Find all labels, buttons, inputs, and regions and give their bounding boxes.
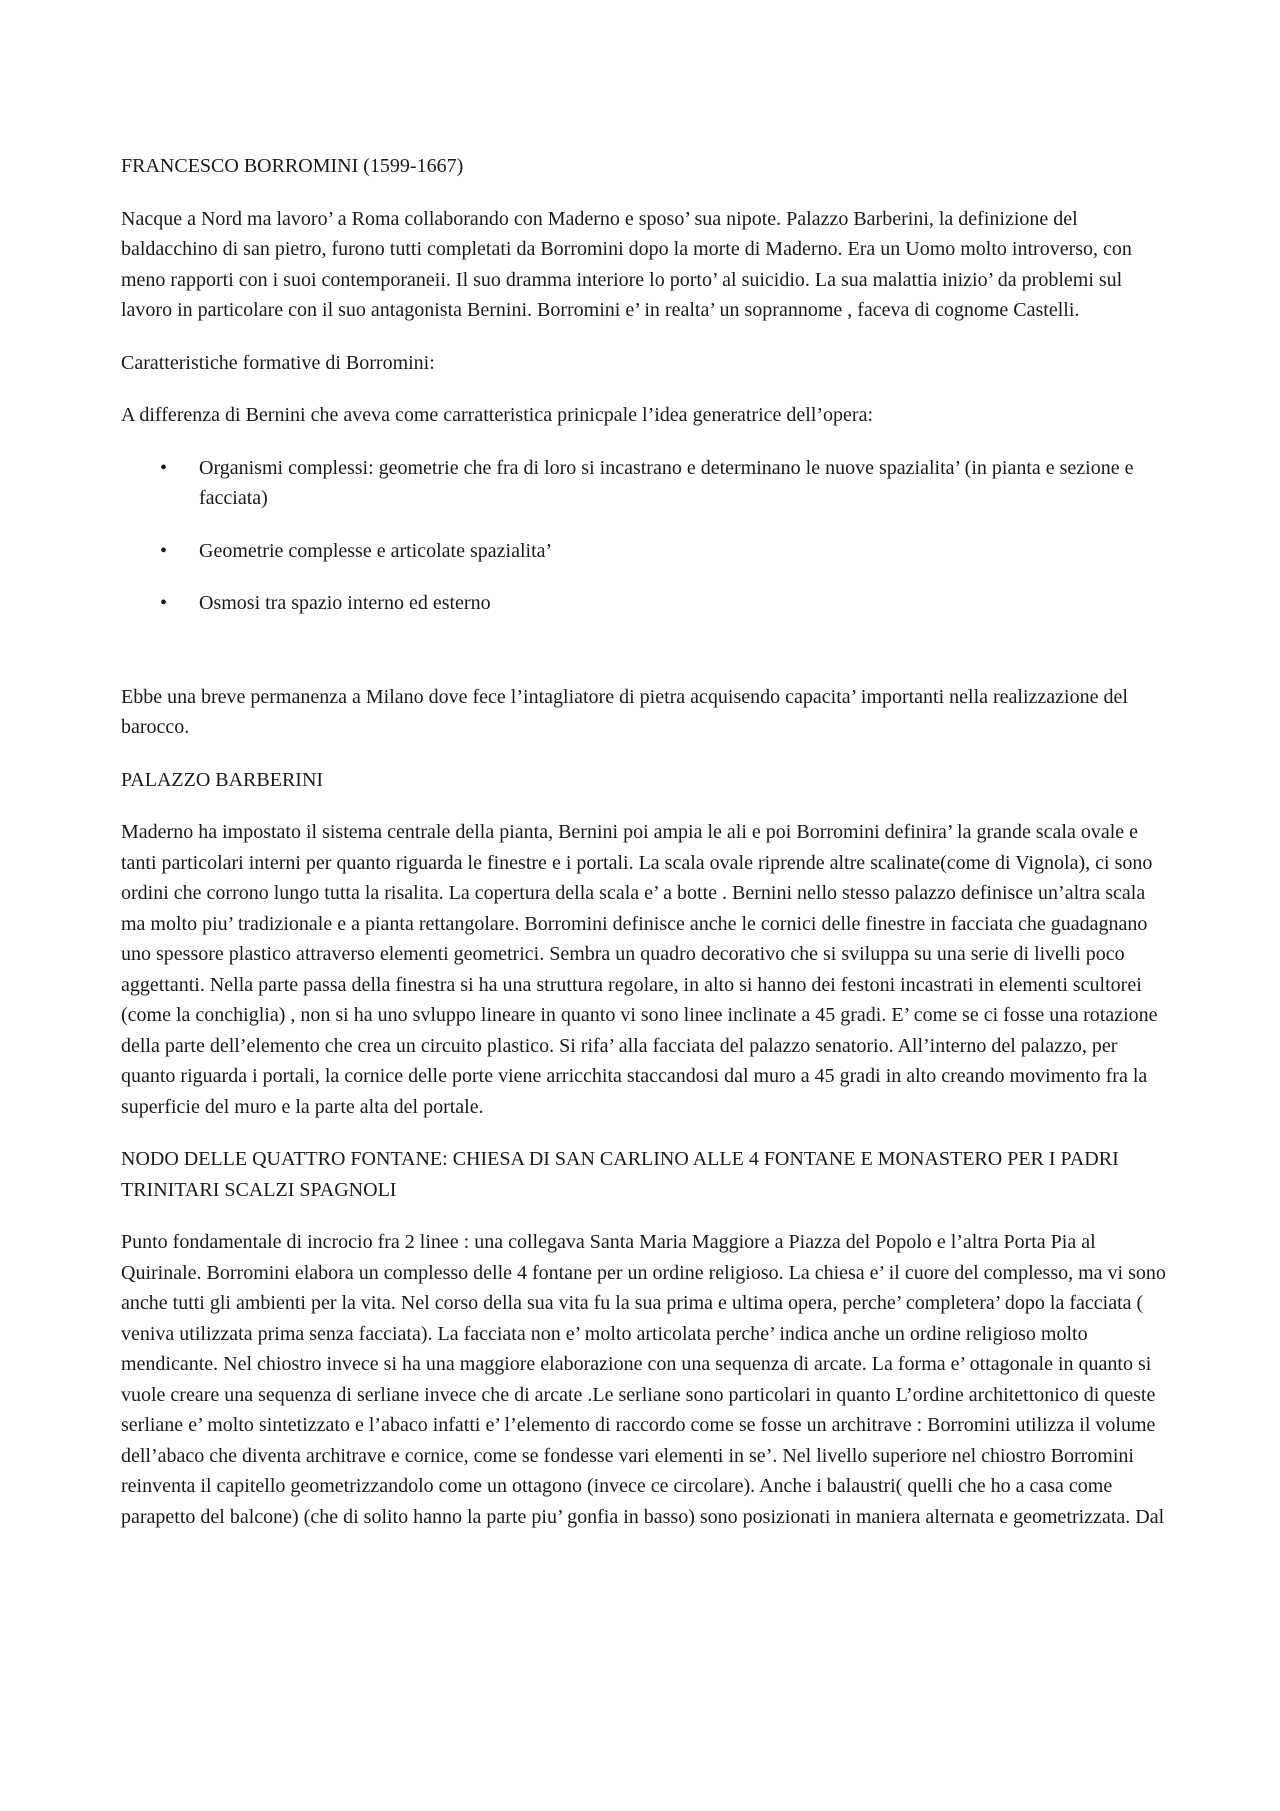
bullet-icon: • [160,592,168,614]
document-title: FRANCESCO BORROMINI (1599-1667) [121,155,464,177]
characteristics-list [121,453,1171,619]
section-heading-palazzo-barberini: PALAZZO BARBERINI [121,768,324,791]
bullet-icon: • [160,539,168,562]
list-item-text: Organismi complessi: geometrie che fra di loro si incastrano e determinano le nuove spazialita’ (in pianta e sezione e facciata) [199,456,1134,509]
section-body-quattro-fontane: Punto fondamentale di incrocio fra 2 linee : una collegava Santa Maria Maggiore a Piazza del Popolo e l’altra Porta Pia al Quirinale. Borromini elabora un complesso delle 4 fontane per un ordine religioso. La chiesa e’ il cuore del complesso, ma vi sono anche tutti gli ambienti per la vita. Nel corso della sua vita fu la sua prima e ultima opera, perche’ completera’ dopo la facciata ( veniva utilizzata prima senza facciata). La facciata non e’ molto articolata perche’ indica anche un ordine religioso molto mendicante. Nel chiostro invece si ha una maggiore elaborazione con una sequenza di arcate. La forma e’ ottagonale in quanto si vuole creare una sequenza di serliane invece che di arcate .Le serliane sono particolari in quanto L’ordine architettonico di queste serliane e’ molto sintetizzato e l’abaco infatti e’ l’elemento di raccordo come se fosse un architrave : Borromini utilizza il volume dell’abaco che diventa architrave e cornice, come se fondesse vari elementi in se’. Nel livello superiore nel chiostro Borromini reinventa il capitello geometrizzandolo come un ottagono (invece ce circolare). Anche i balaustri( quelli che ho a casa come parapetto del balcone) (che di solito hanno la parte piu’ gonfia in basso) sono posizionati in maniera alternata e geometrizzata. Dal [121,1231,1166,1528]
blank-line [121,641,1171,682]
list-item [121,453,1171,514]
list-item-text: Geometrie complesse e articolate spazialita’ [199,539,553,562]
document-body [121,151,1171,1554]
milano-paragraph: Ebbe una breve permanenza a Milano dove fece l’intagliatore di pietra acquisendo capacita’ importanti nella realizzazione del barocco. [121,685,1128,738]
section-body-palazzo-barberini: Maderno ha impostato il sistema centrale della pianta, Bernini poi ampia le ali e poi Borromini definira’ la grande scala ovale e tanti particolari interni per quanto riguarda le finestre e i portali. La scala ovale riprende altre scalinate(come di Vignola), ci sono ordini che corrono lungo tutta la risalita. La copertura della scala e’ a botte . Bernini nello stesso palazzo definisce un’altra scala ma molto piu’ tradizionale e a pianta rettangolare. Borromini definisce anche le cornici delle finestre in facciata che guadagnano uno spessore plastico attraverso elementi geometrici. Sembra un quadro decorativo che si sviluppa su una serie di livelli poco aggettanti. Nella parte passa della finestra si ha una struttura regolare, in alto si hanno dei festoni incastrati in elementi scultorei (come la conchiglia) , non si ha uno svluppo lineare in quanto vi sono linee inclinate a 45 gradi. E’ come se ci fosse una rotazione della parte dell’elemento che crea un circuito plastico. Si rifa’ alla facciata del palazzo senatorio. All’interno del palazzo, per quanto riguarda i portali, la cornice delle porte viene arricchita staccandosi dal muro a 45 gradi in alto creando movimento fra la superficie del muro e la parte alta del portale. [121,821,1158,1118]
list-item [121,588,1171,619]
list-item-text: Osmosi tra spazio interno ed esterno [199,592,491,614]
list-item [121,536,1171,567]
intro-paragraph: Nacque a Nord ma lavoro’ a Roma collaborando con Maderno e sposo’ sua nipote. Palazzo Barberini, la definizione del baldacchino di san pietro, furono tutti completati da Borromini dopo la morte di Maderno. Era un Uomo molto introverso, con meno rapporti con i suoi contemporaneii. Il suo dramma interiore lo porto’ al suicidio. La sua malattia inizio’ da problemi sul lavoro in particolare con il suo antagonista Bernini. Borromini e’ in realta’ un soprannome , faceva di cognome Castelli. [121,207,1132,321]
comparison-paragraph: A differenza di Bernini che aveva come carratteristica prinicpale l’idea generatrice dell’opera: [121,404,874,426]
bullet-icon: • [160,456,168,479]
characteristics-heading: Caratteristiche formative di Borromini: [121,351,435,374]
section-heading-quattro-fontane: NODO DELLE QUATTRO FONTANE: CHIESA DI SAN CARLINO ALLE 4 FONTANE E MONASTERO PER I PADRI TRINITARI SCALZI SPAGNOLI [121,1148,1119,1201]
